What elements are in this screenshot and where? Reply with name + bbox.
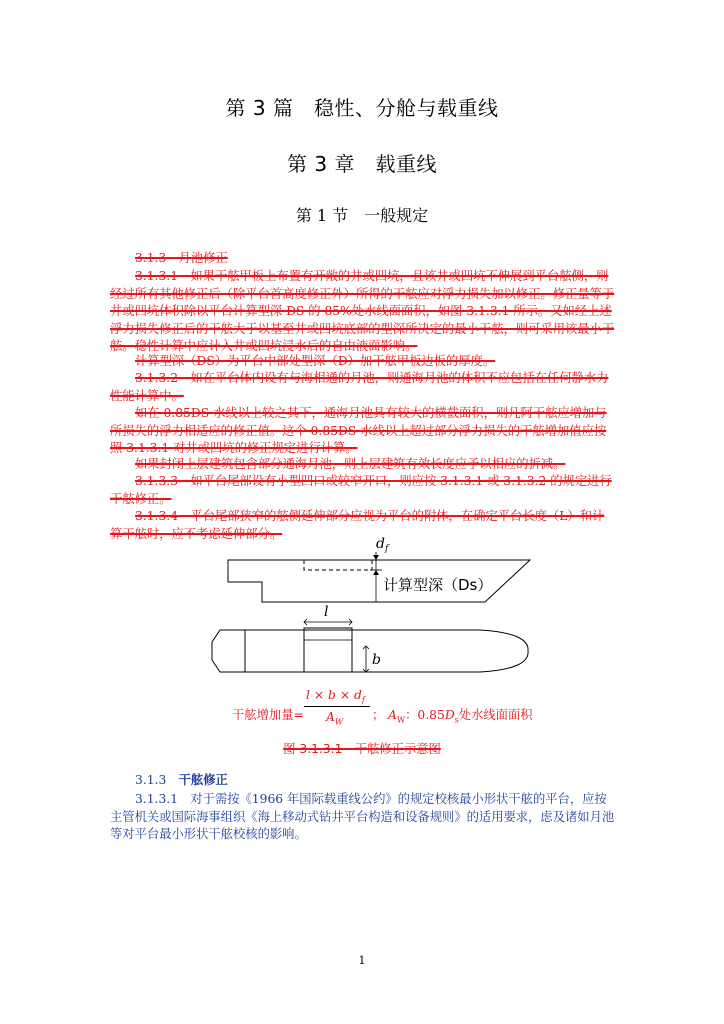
section-heading: 第 1 节 一般规定 [295, 206, 429, 225]
hull-plan-stern [212, 630, 245, 672]
new-section-title [110, 772, 615, 790]
ds-label: 计算型深（Ds） [383, 576, 493, 594]
deleted-para-3131: 3.1.3.1 如果干舷甲板上布置有开敞的井或凹坑，且该井或凹坑不伸展到平台舷侧，则经过所有其他修正后（除平台首高度修正外）所得的干舷应对浮力损失加以修正。修正量等于井或凹坑体积除以平台计算型深 DS 的 85%处水线面面积，如图 3.1.3.1 所示。又如经上述浮力损失修正后的干舷大于以基至井或凹坑底部的型深所决定的最小干舷，则可采用该最小干舷。稳性计算中应计入井或凹坑浸水后的自由液面影响。 [110, 269, 615, 353]
df-arrow-up [373, 570, 379, 575]
deleted-para-3132: 3.1.3.2 如在平台体内设有与海相通的月池，则通海月池的体积不应包括在任何静水力性能计算中。 [110, 371, 609, 403]
formula-denominator: $A_W$ [326, 710, 344, 727]
moonpool-plan [304, 628, 352, 672]
deleted-para-depth: 计算型深（DS）为平台中部处型深（D）加干舷甲板边板的厚度。 [135, 354, 496, 368]
formula-prefix: 干舷增加量= [232, 708, 304, 722]
deleted-para-3134: 3.1.3.4 平台尾部狭窄的舷侧延伸部分应视为平台的附体，在确定平台长度（L）和计算干舷时，应不考虑延伸部分。 [110, 509, 605, 541]
formula-aw-definition: $A_W$：$0.85D_s$处水线面面积 [388, 708, 533, 725]
deleted-para-085: 如在 0.85DS 水线以上较之其下，通海月池具有较大的横截面积，则凡阿干舷应增加与所损失的浮力相适应的修正值。这个 0.85DS 水线以上超过部分浮力损失的干舷增加值应按照 3.1.3.1 对井或凹坑的修正规定进行计算。 [110, 406, 607, 455]
moonpool-recess [304, 560, 372, 570]
formula-separator: ； [372, 708, 385, 722]
page-number: 1 [358, 954, 366, 967]
deleted-title-313: 3.1.3 月池修正 [135, 251, 228, 265]
b-label: b [372, 652, 381, 668]
chapter-heading: 第 3 章 载重线 [287, 152, 437, 176]
part-heading: 第 3 篇 稳性、分舱与载重线 [225, 96, 499, 120]
formula-fraction-bar [304, 706, 370, 707]
freeboard-figure [200, 530, 545, 690]
figure-caption: 图 3.1.3.1 干舷修正示意图 [283, 742, 441, 756]
l-label: l [324, 604, 329, 620]
deleted-para-3133: 3.1.3.3 如平台尾部设有小型凹口或较窄开口，则应按 3.1.3.1 或 3.1.3.2 的规定进行干舷修正。 [110, 474, 612, 506]
new-section-title-text: 干舷修正 [178, 773, 228, 787]
formula-numerator: $l \times b \times d_f$ [306, 688, 365, 705]
formula [232, 688, 552, 728]
hull-plan-outline [245, 630, 528, 672]
deleted-para-closed: 如果封闭上层建筑包含部分通海月池，则上层建筑有效长度应予以相应的折减。 [135, 457, 566, 471]
new-para-3131: 3.1.3.1 对于需按《1966 年国际载重线公约》的规定校核最小形状干舷的平台，应按主管机关或国际海事组织《海上移动式钻井平台构造和设备规则》的适用要求，虑及诸如月池等对平台最小形状干舷校核的影响。 [110, 792, 615, 841]
df-arrow-down [373, 555, 379, 560]
new-section-number: 3.1.3 [135, 773, 167, 787]
df-label: $d_f$ [376, 536, 389, 554]
